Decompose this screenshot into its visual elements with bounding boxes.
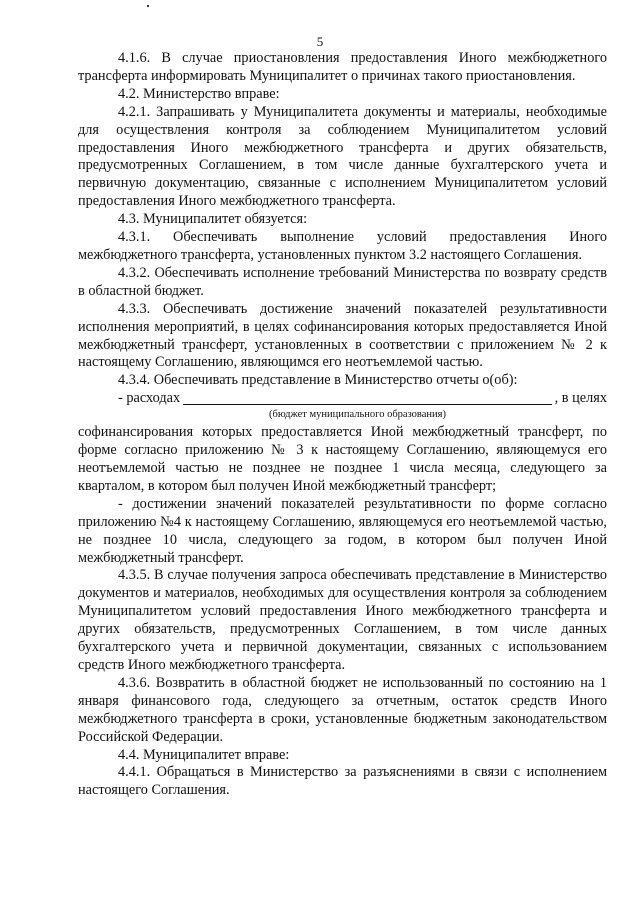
page-number: 5 [316,34,324,49]
blank-caption: (бюджет муниципального образования) [269,409,446,421]
scan-speck [147,5,149,7]
paragraph-4-3: 4.3. Муниципалитет обязуется: [118,211,308,228]
expenses-suffix: , в целях [554,390,607,407]
paragraph-indicators-report: - достижении значений показателей результативности по форме согласно приложению №4 к настоящему Соглашению, являющемуся его неотъемлемой частью, не позднее 10 числа, следующего за годом, в котором был получен Иной межбюджетный трансферт. [78,495,607,566]
paragraph-4-3-5: 4.3.5. В случае получения запроса обеспечивать представление в Министерство документов и материалов, необходимых для осуществления контроля за соблюдением Муниципалитетом условий предоставления Иного межбюджетного трансферта и других обязательств, предусмотренных Соглашением, в том числе данных бухгалтерского учета и первичной документации, связанных с использованием средств Иного межбюджетного трансферта. [78,567,607,673]
blank-fill-field[interactable] [183,390,552,405]
paragraph-4-2-1: 4.2.1. Запрашивать у Муниципалитета документы и материалы, необходимые для осуществления контроля за соблюдением Муниципалитетом условий предоставления Иного межбюджетного трансферта и других обязательств, предусмотренных Соглашением, в том числе данные бухгалтерского учета и первичную документацию, связанные с исполнением Муниципалитетом условий предоставления Иного межбюджетного трансферта. [78,103,607,210]
paragraph-4-3-4: 4.3.4. Обеспечивать представление в Министерство отчеты о(об): [118,372,518,389]
paragraph-4-4: 4.4. Муниципалитет вправе: [118,746,290,763]
paragraph-4-1-6: 4.1.6. В случае приостановления предоставления Иного межбюджетного трансферта информировать Муниципалитет о причинах такого приостановления. [78,50,607,84]
paragraph-4-3-6: 4.3.6. Возвратить в областной бюджет не использованный по состоянию на 1 января финансового года, следующего за отчетным, остаток средств Иного межбюджетного трансферта в сроки, установленные бюджетным законодательством Российской Федерации. [78,674,607,745]
paragraph-4-3-3: 4.3.3. Обеспечивать достижение значений показателей результативности исполнения мероприятий, в целях софинансирования которых предоставляется Иной межбюджетный трансферт, установленных в соответствии с приложением № 2 к настоящему Соглашению, являющимся его неотъемлемой частью. [78,300,607,371]
paragraph-4-3-2: 4.3.2. Обеспечивать исполнение требований Министерства по возврату средств в областной бюджет. [78,264,607,299]
paragraph-4-4-1: 4.4.1. Обращаться в Министерство за разъяснениями в связи с исполнением настоящего Соглашения. [78,764,607,799]
expenses-prefix: - расходах [118,390,181,407]
document-body [78,50,607,800]
paragraph-expenses-continuation: софинансирования которых предоставляется Иной межбюджетный трансферт, по форме согласно приложению № 3 к настоящему Соглашению, являющемуся его неотъемлемой частью не позднее не позднее 1 числа месяца, следующего за кварталом, в котором был получен Иной межбюджетный трансферт; [78,424,607,494]
expenses-blank-line [78,390,607,408]
paragraph-4-2: 4.2. Министерство вправе: [118,85,280,102]
paragraph-4-3-1: 4.3.1. Обеспечивать выполнение условий предоставления Иного межбюджетного трансферта, установленных пунктом 3.2 настоящего Соглашения. [78,229,607,263]
